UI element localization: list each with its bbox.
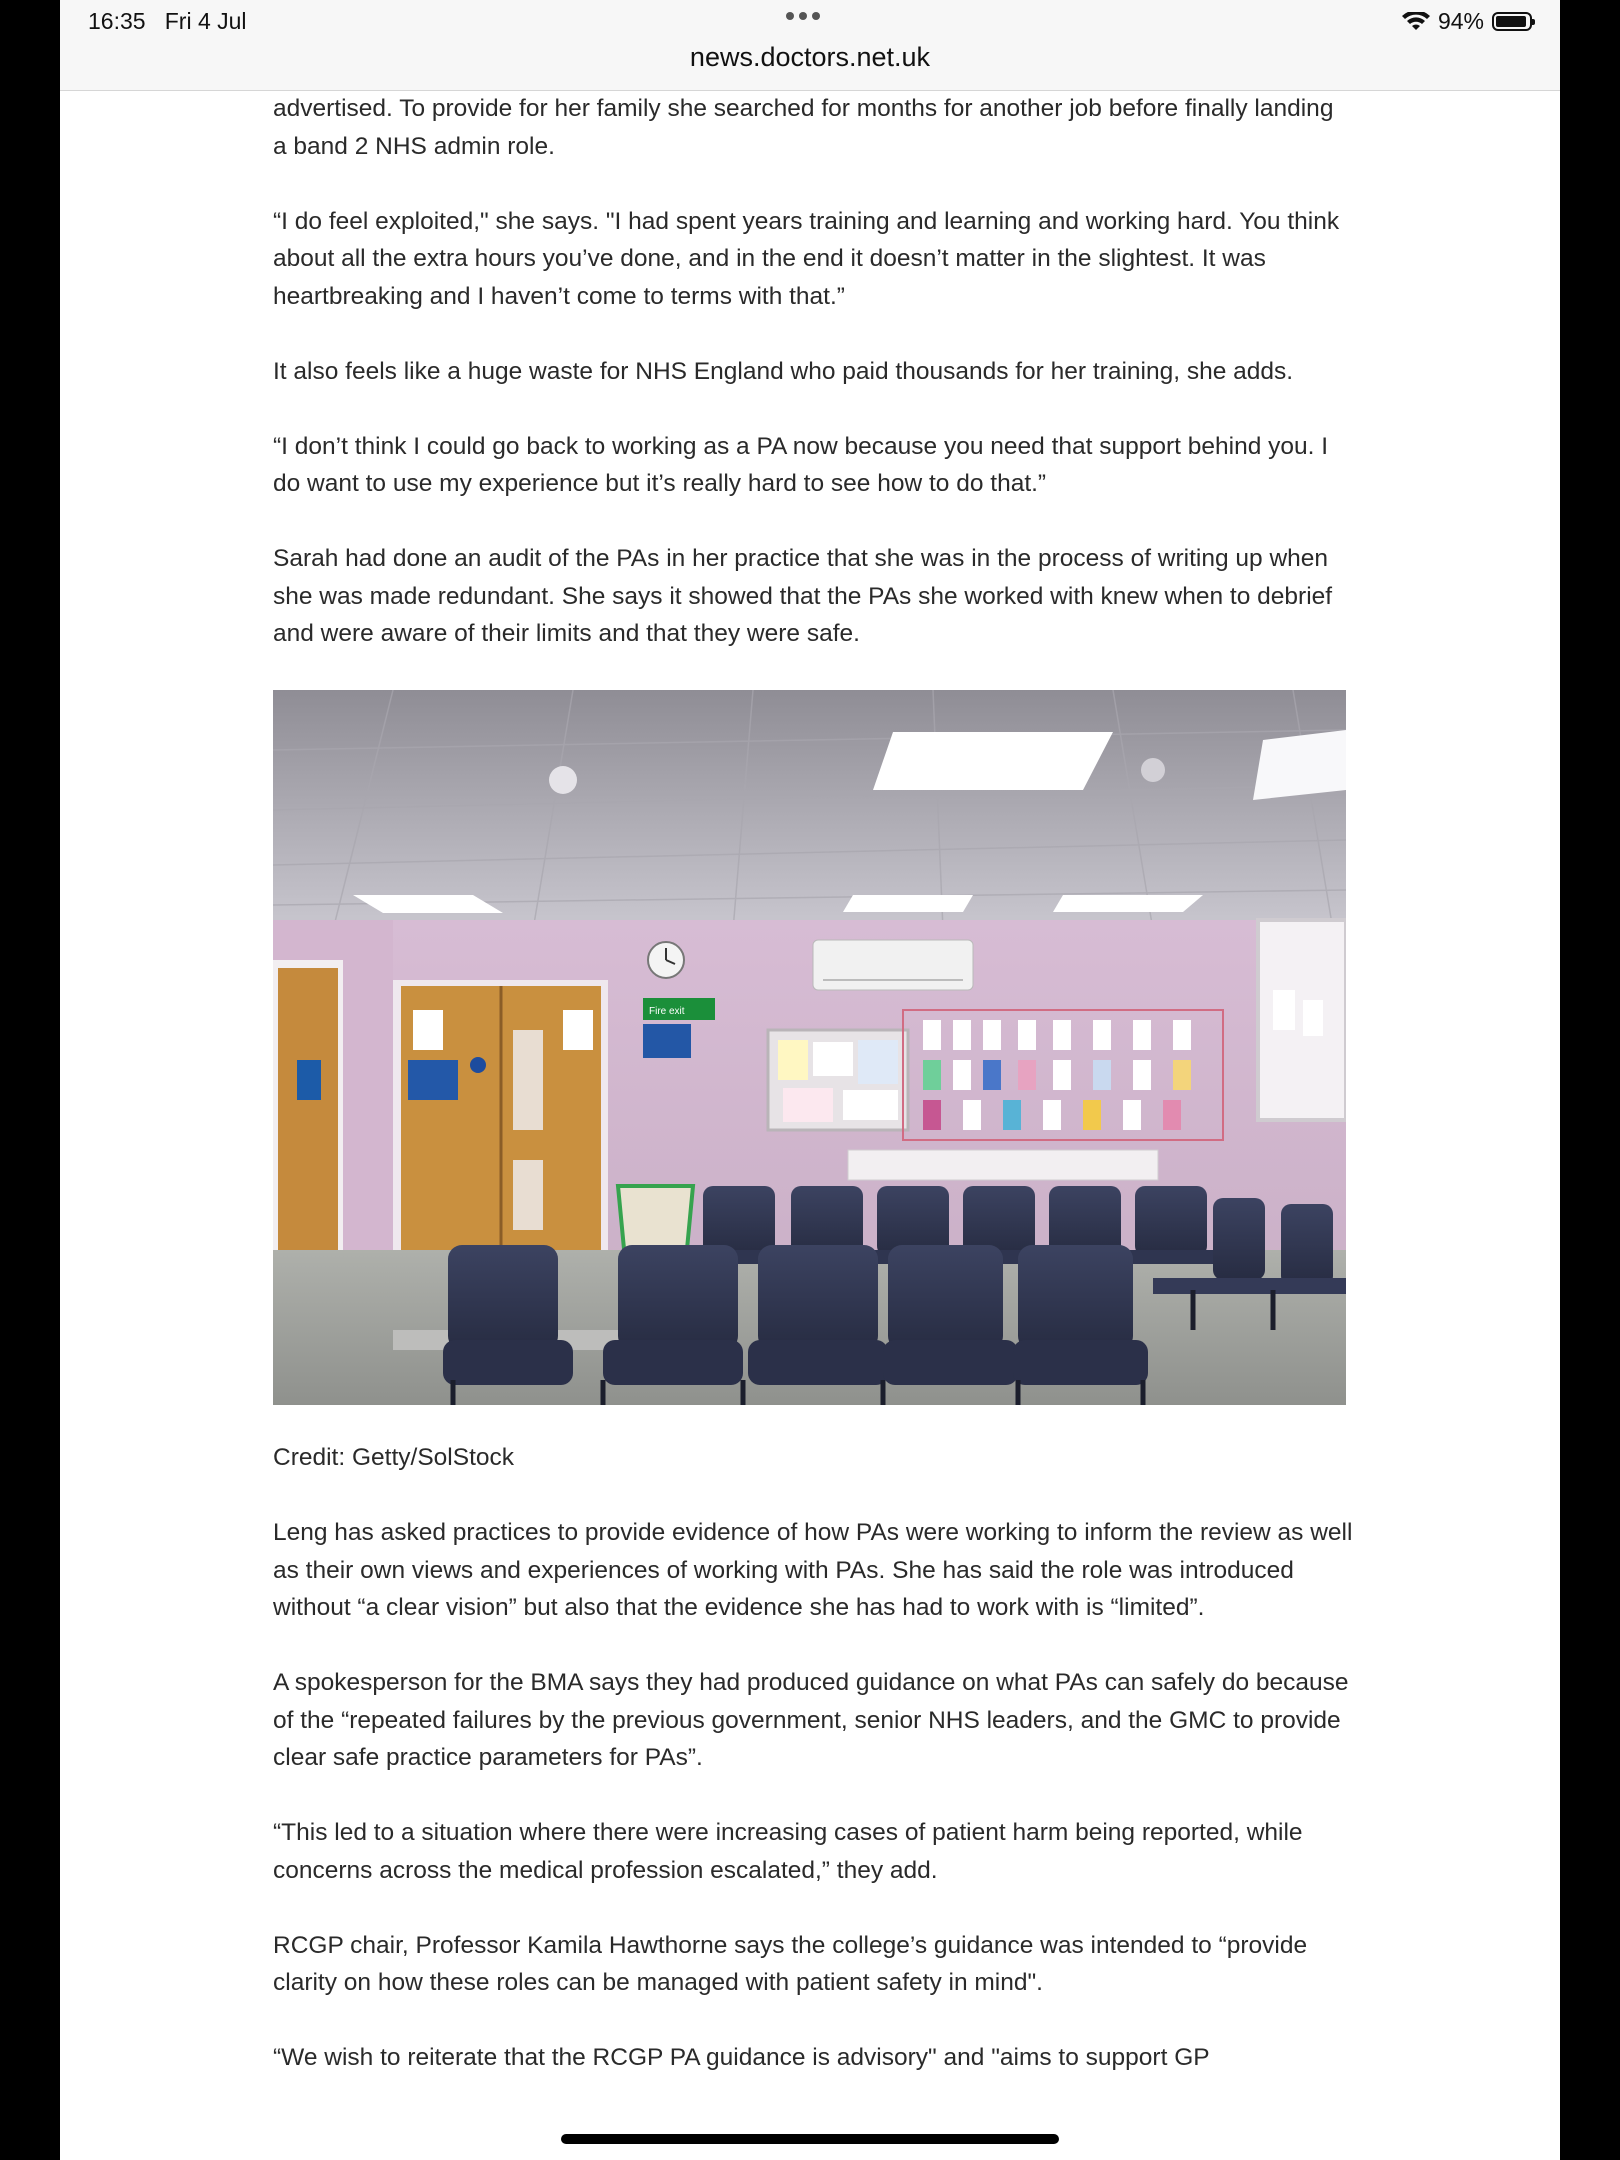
article-paragraph: “This led to a situation where there were increasing cases of patient harm being reported, while concerns across the medical profession escalated,” they add. [273,1819,1303,1884]
status-right [1402,8,1532,35]
status-time [88,8,247,35]
waiting-room-photo [273,690,1346,1405]
article-paragraph: “I don’t think I could go back to working as a PA now because you need that support behind you. I do want to use my experience but it’s really hard to see how to do that.” [273,432,1329,497]
article-paragraph: “We wish to reiterate that the RCGP PA guidance is advisory" and "aims to support GP [273,2044,1210,2071]
image-caption: Credit: Getty/SolStock [273,1444,515,1471]
battery-fill [1496,16,1526,27]
battery-icon [1492,12,1532,31]
status-clock: 16:35 [88,8,146,34]
status-bar [0,0,1620,44]
status-date: Fri 4 Jul [164,8,247,34]
article-paragraph: advertised. To provide for her family she searched for months for another job before finally landing a band 2 NHS admin role. [273,95,1334,160]
browser-window [60,0,1560,2160]
fire-exit-sign-text: Fire exit [649,1006,685,1017]
article-body [273,90,1353,2114]
url-label[interactable]: news.doctors.net.uk [689,42,931,72]
wifi-icon [1402,12,1430,32]
article-paragraph: RCGP chair, Professor Kamila Hawthorne says the college’s guidance was intended to “provide clarity on how these roles can be managed with patient safety in mind". [273,1931,1308,1996]
article-paragraph: It also feels like a huge waste for NHS England who paid thousands for her training, she adds. [273,357,1294,385]
home-indicator[interactable] [561,2134,1059,2144]
article-paragraph: Sarah had done an audit of the PAs in her practice that she was in the process of writing up when she was made redundant. She says it showed that the PAs she worked with knew when to debrief and were aware of their limits and that they were safe. [273,545,1333,647]
article-paragraph: A spokesperson for the BMA says they had produced guidance on what PAs can safely do because of the “repeated failures by the previous government, senior NHS leaders, and the GMC to provide clear safe practice parameters for PAs”. [273,1669,1349,1771]
article-paragraph: “I do feel exploited," she says. "I had spent years training and learning and working hard. You think about all the extra hours you’ve done, and in the end it doesn’t matter in the slightest. It was heartbreaking and I haven’t come to terms with that.” [273,207,1340,310]
article-paragraph: Leng has asked practices to provide evidence of how PAs were working to inform the review as well as their own views and experiences of working with PAs. She has said the role was introduced without “a clear vision” but also that the evidence she has had to work with is “limited”. [273,1519,1353,1621]
battery-percent: 94% [1437,8,1484,34]
